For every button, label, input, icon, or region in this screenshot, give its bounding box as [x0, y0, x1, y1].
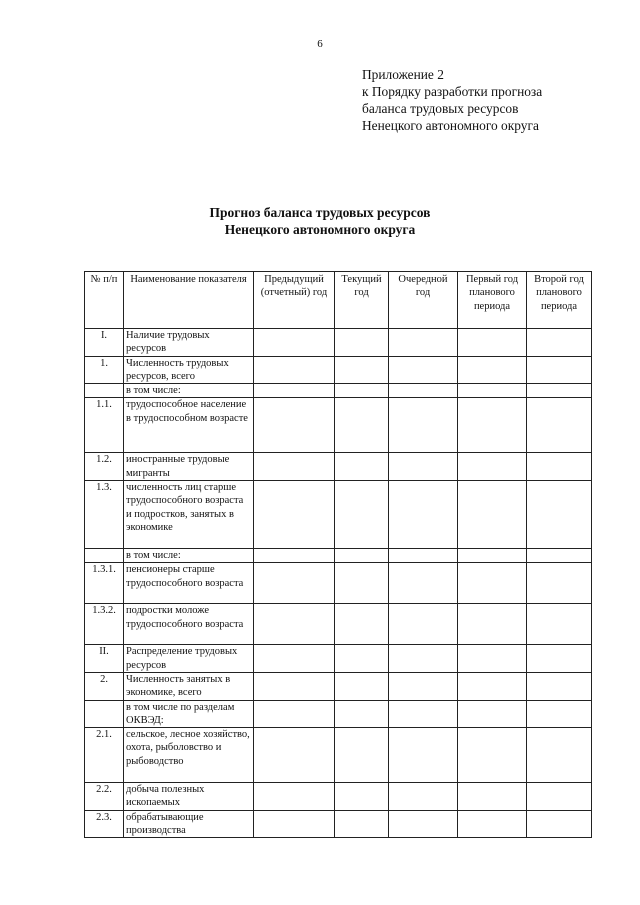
- value-cell: [335, 549, 389, 563]
- table-row: [85, 384, 592, 398]
- value-cell: [389, 384, 458, 398]
- row-indicator: трудоспособное население в трудоспособном возрасте: [124, 398, 254, 453]
- value-cell: [254, 645, 335, 673]
- value-cell: [527, 783, 592, 811]
- row-number: 2.3.: [85, 810, 124, 838]
- row-indicator: в том числе:: [124, 549, 254, 563]
- table-row: [85, 329, 592, 357]
- table-row: [85, 549, 592, 563]
- value-cell: [527, 329, 592, 357]
- value-cell: [389, 645, 458, 673]
- appendix-line: Приложение 2: [362, 67, 444, 82]
- header-next-year: Очередной год: [389, 272, 458, 329]
- header-indicator-name: Наименование показателя: [124, 272, 254, 329]
- forecast-table: [84, 271, 592, 838]
- table-row: [85, 728, 592, 783]
- value-cell: [458, 453, 527, 481]
- appendix-line: Ненецкого автономного округа: [362, 118, 539, 133]
- row-number: 1.3.2.: [85, 604, 124, 645]
- value-cell: [254, 356, 335, 384]
- page-number: 6: [317, 38, 323, 50]
- row-number: 2.: [85, 672, 124, 700]
- value-cell: [335, 604, 389, 645]
- row-indicator: Распределение трудовых ресурсов: [124, 645, 254, 673]
- header-first-plan-year: Первый год планового периода: [458, 272, 527, 329]
- value-cell: [254, 398, 335, 453]
- row-number: 1.: [85, 356, 124, 384]
- value-cell: [254, 604, 335, 645]
- value-cell: [389, 549, 458, 563]
- row-indicator: сельское, лесное хозяйство, охота, рыболовство и рыбоводство: [124, 728, 254, 783]
- value-cell: [527, 604, 592, 645]
- value-cell: [254, 453, 335, 481]
- value-cell: [254, 728, 335, 783]
- title-line-1: Прогноз баланса трудовых ресурсов: [209, 205, 431, 220]
- row-indicator: Численность занятых в экономике, всего: [124, 672, 254, 700]
- value-cell: [527, 728, 592, 783]
- row-indicator: Численность трудовых ресурсов, всего: [124, 356, 254, 384]
- value-cell: [389, 810, 458, 838]
- row-indicator: подростки моложе трудоспособного возраста: [124, 604, 254, 645]
- value-cell: [389, 481, 458, 549]
- value-cell: [254, 810, 335, 838]
- row-indicator: пенсионеры старше трудоспособного возраста: [124, 563, 254, 604]
- value-cell: [389, 672, 458, 700]
- value-cell: [458, 604, 527, 645]
- table-row: [85, 645, 592, 673]
- appendix-line: к Порядку разработки прогноза: [362, 84, 543, 99]
- row-number: II.: [85, 645, 124, 673]
- value-cell: [389, 700, 458, 728]
- value-cell: [335, 453, 389, 481]
- value-cell: [254, 783, 335, 811]
- value-cell: [335, 398, 389, 453]
- appendix-note: [362, 66, 622, 134]
- value-cell: [527, 398, 592, 453]
- table-row: [85, 453, 592, 481]
- value-cell: [335, 783, 389, 811]
- value-cell: [458, 398, 527, 453]
- value-cell: [458, 783, 527, 811]
- row-number: 1.3.: [85, 481, 124, 549]
- value-cell: [254, 700, 335, 728]
- value-cell: [335, 329, 389, 357]
- value-cell: [458, 700, 527, 728]
- value-cell: [335, 672, 389, 700]
- table-row: [85, 356, 592, 384]
- value-cell: [254, 563, 335, 604]
- row-number: 2.1.: [85, 728, 124, 783]
- value-cell: [254, 329, 335, 357]
- value-cell: [389, 783, 458, 811]
- row-number: 1.2.: [85, 453, 124, 481]
- table-row: [85, 604, 592, 645]
- value-cell: [458, 672, 527, 700]
- value-cell: [335, 728, 389, 783]
- value-cell: [335, 700, 389, 728]
- appendix-line: баланса трудовых ресурсов: [362, 101, 519, 116]
- row-number: [85, 700, 124, 728]
- value-cell: [389, 604, 458, 645]
- value-cell: [458, 356, 527, 384]
- value-cell: [335, 810, 389, 838]
- value-cell: [527, 700, 592, 728]
- value-cell: [527, 549, 592, 563]
- value-cell: [527, 453, 592, 481]
- table-row: [85, 481, 592, 549]
- value-cell: [254, 549, 335, 563]
- value-cell: [335, 645, 389, 673]
- value-cell: [458, 563, 527, 604]
- table-row: [85, 810, 592, 838]
- value-cell: [389, 728, 458, 783]
- row-indicator: численность лиц старше трудоспособного возраста и подростков, занятых в экономике: [124, 481, 254, 549]
- value-cell: [389, 398, 458, 453]
- row-number: 1.1.: [85, 398, 124, 453]
- row-number: I.: [85, 329, 124, 357]
- row-number: [85, 384, 124, 398]
- table-row: [85, 783, 592, 811]
- row-indicator: Наличие трудовых ресурсов: [124, 329, 254, 357]
- value-cell: [389, 329, 458, 357]
- row-number: 1.3.1.: [85, 563, 124, 604]
- header-number: № п/п: [85, 272, 124, 329]
- value-cell: [527, 356, 592, 384]
- value-cell: [254, 481, 335, 549]
- value-cell: [527, 563, 592, 604]
- table-row: [85, 398, 592, 453]
- value-cell: [335, 481, 389, 549]
- value-cell: [527, 481, 592, 549]
- value-cell: [389, 563, 458, 604]
- value-cell: [527, 810, 592, 838]
- value-cell: [335, 563, 389, 604]
- table-row: [85, 672, 592, 700]
- value-cell: [458, 384, 527, 398]
- row-indicator: в том числе по разделам ОКВЭД:: [124, 700, 254, 728]
- row-indicator: в том числе:: [124, 384, 254, 398]
- row-number: [85, 549, 124, 563]
- value-cell: [458, 329, 527, 357]
- value-cell: [527, 645, 592, 673]
- value-cell: [458, 728, 527, 783]
- title-line-2: Ненецкого автономного округа: [224, 221, 416, 237]
- row-indicator: обрабатывающие производства: [124, 810, 254, 838]
- document-title: [0, 205, 640, 238]
- table-header-row: [85, 272, 592, 329]
- value-cell: [458, 810, 527, 838]
- header-second-plan-year: Второй год планового периода: [527, 272, 592, 329]
- header-previous-year: Предыдущий (отчетный) год: [254, 272, 335, 329]
- value-cell: [527, 384, 592, 398]
- table-row: [85, 563, 592, 604]
- value-cell: [389, 356, 458, 384]
- value-cell: [254, 672, 335, 700]
- row-indicator: иностранные трудовые мигранты: [124, 453, 254, 481]
- row-number: 2.2.: [85, 783, 124, 811]
- value-cell: [254, 384, 335, 398]
- row-indicator: добыча полезных ископаемых: [124, 783, 254, 811]
- header-current-year: Текущий год: [335, 272, 389, 329]
- value-cell: [458, 549, 527, 563]
- value-cell: [458, 645, 527, 673]
- value-cell: [335, 356, 389, 384]
- value-cell: [335, 384, 389, 398]
- value-cell: [389, 453, 458, 481]
- value-cell: [527, 672, 592, 700]
- value-cell: [458, 481, 527, 549]
- table-row: [85, 700, 592, 728]
